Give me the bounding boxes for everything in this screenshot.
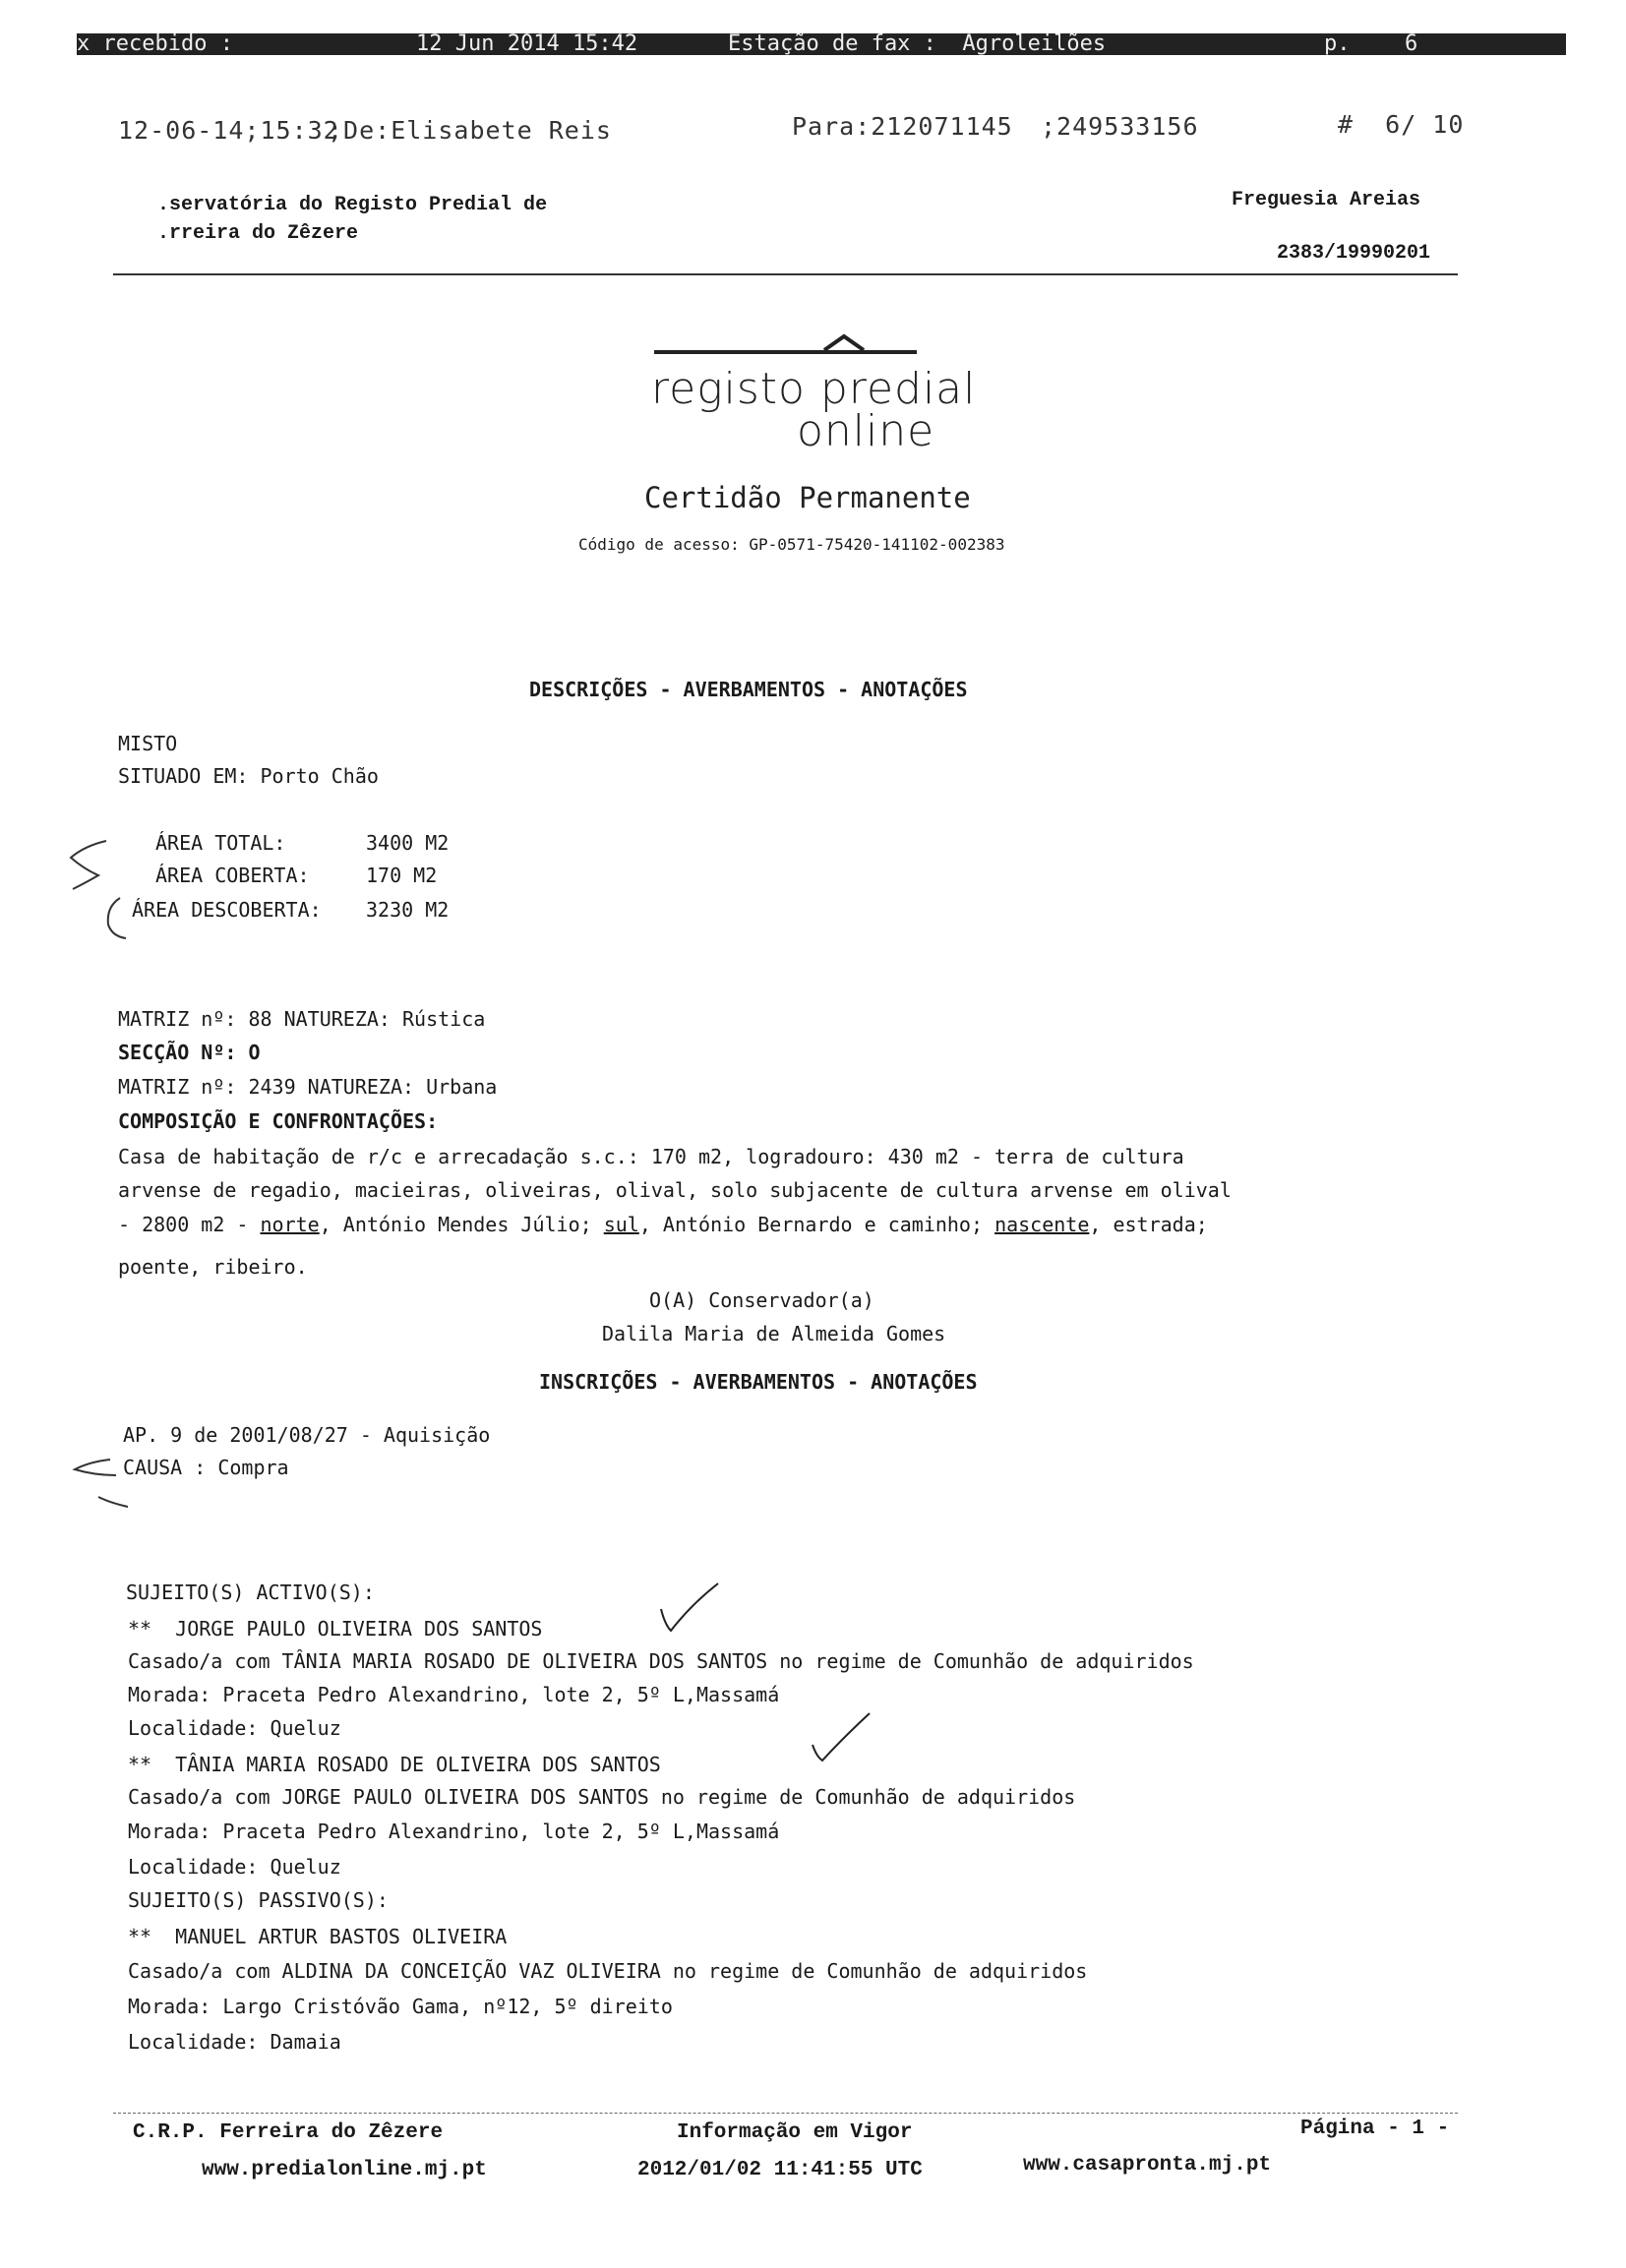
composition-north-owner: , António Mendes Júlio; xyxy=(319,1213,604,1236)
composition-east: , estrada; xyxy=(1089,1213,1208,1236)
composition-line-1: Casa de habitação de r/c e arrecadação s.c.: 170 m2, logradouro: 430 m2 - terra de cultura xyxy=(118,1145,1184,1168)
passive-1-married: Casado/a com ALDINA DA CONCEIÇÃO VAZ OLIVEIRA no regime de Comunhão de adquiridos xyxy=(128,1959,1088,1983)
fax-from: ;De:Elisabete Reis xyxy=(328,116,612,145)
fax-datetime: 12-06-14;15:32 xyxy=(118,116,339,145)
bracket-mark xyxy=(71,841,128,1507)
composition-heading: COMPOSIÇÃO E CONFRONTAÇÕES: xyxy=(118,1109,439,1133)
area-covered-value: 170 M2 xyxy=(366,864,438,887)
composition-line-2: arvense de regadio, macieiras, oliveiras, olival, solo subjacente de cultura arvense em olival xyxy=(118,1178,1232,1202)
footer-site-2: www.casapronta.mj.pt xyxy=(1023,2154,1272,2177)
composition-line-4: poente, ribeiro. xyxy=(118,1255,308,1279)
active-heading: SUJEITO(S) ACTIVO(S): xyxy=(126,1581,375,1604)
fax-page-number: 6 xyxy=(1405,33,1418,55)
logo-line-2: online xyxy=(797,406,935,456)
fax-page-label: p. xyxy=(1324,33,1351,55)
composition-south-owner: , António Bernardo e caminho; xyxy=(638,1213,995,1236)
fax-received-date: 12 Jun 2014 15:42 xyxy=(416,33,638,55)
conservator-title: O(A) Conservador(a) xyxy=(649,1288,874,1312)
active-1-married: Casado/a com TÂNIA MARIA ROSADO DE OLIVEIRA DOS SANTOS no regime de Comunhão de adquiridos xyxy=(128,1649,1194,1673)
office-line-2: .rreira do Zêzere xyxy=(157,222,359,245)
passive-1-locality: Localidade: Damaia xyxy=(128,2030,341,2054)
parish: Freguesia Areias xyxy=(1232,189,1421,211)
inscription-causa: CAUSA : Compra xyxy=(123,1456,289,1479)
property-number: 2383/19990201 xyxy=(1277,242,1431,265)
active-1-locality: Localidade: Queluz xyxy=(128,1716,341,1740)
seccao: SECÇÃO Nº: O xyxy=(118,1041,261,1064)
matriz-1: MATRIZ nº: 88 NATUREZA: Rústica xyxy=(118,1007,486,1031)
composition-area: - 2800 m2 - xyxy=(118,1213,261,1236)
area-total-value: 3400 M2 xyxy=(366,831,450,855)
active-2-married: Casado/a com JORGE PAULO OLIVEIRA DOS SANTOS no regime de Comunhão de adquiridos xyxy=(128,1785,1076,1809)
footer-office: C.R.P. Ferreira do Zêzere xyxy=(133,2121,444,2144)
footer-site-1: www.predialonline.mj.pt xyxy=(202,2159,487,2181)
fax-number: ;249533156 xyxy=(1041,112,1199,141)
composition-norte: norte xyxy=(260,1213,320,1236)
passive-1-name: ** MANUEL ARTUR BASTOS OLIVEIRA xyxy=(128,1925,508,1948)
logo-line-1: registo predial xyxy=(651,364,977,414)
access-code: Código de acesso: GP-0571-75420-141102-002383 xyxy=(578,535,1005,554)
area-uncovered-label: ÁREA DESCOBERTA: xyxy=(132,898,322,922)
footer-page: Página - 1 - xyxy=(1300,2118,1450,2140)
passive-heading: SUJEITO(S) PASSIVO(S): xyxy=(128,1888,389,1912)
check-mark-icon xyxy=(661,1583,870,1761)
descriptions-heading: DESCRIÇÕES - AVERBAMENTOS - ANOTAÇÕES xyxy=(529,678,968,701)
fax-page: # 6/ 10 xyxy=(1338,110,1465,139)
property-location: SITUADO EM: Porto Chão xyxy=(118,764,379,788)
area-total-label: ÁREA TOTAL: xyxy=(155,831,286,855)
area-uncovered-value: 3230 M2 xyxy=(366,898,450,922)
inscription-ap: AP. 9 de 2001/08/27 - Aquisição xyxy=(123,1423,491,1447)
footer-info: Informação em Vigor xyxy=(677,2121,913,2144)
fax-station: Estação de fax : Agroleilões xyxy=(728,33,1107,55)
footer-datetime: 2012/01/02 11:41:55 UTC xyxy=(637,2159,923,2181)
fax-to: Para:212071145 xyxy=(792,112,1013,141)
matriz-2: MATRIZ nº: 2439 NATUREZA: Urbana xyxy=(118,1075,498,1099)
conservator-name: Dalila Maria de Almeida Gomes xyxy=(602,1322,946,1345)
active-1-name: ** JORGE PAULO OLIVEIRA DOS SANTOS xyxy=(128,1617,543,1641)
fax-received-label: x recebido : xyxy=(77,33,233,55)
office-line-1: .servatória do Registo Predial de xyxy=(157,194,548,216)
active-2-locality: Localidade: Queluz xyxy=(128,1855,341,1879)
certificate-title: Certidão Permanente xyxy=(644,481,971,514)
active-2-name: ** TÂNIA MARIA ROSADO DE OLIVEIRA DOS SANTOS xyxy=(128,1753,661,1776)
area-covered-label: ÁREA COBERTA: xyxy=(155,864,310,887)
active-2-address: Morada: Praceta Pedro Alexandrino, lote 2, 5º L,Massamá xyxy=(128,1820,780,1843)
active-1-address: Morada: Praceta Pedro Alexandrino, lote 2, 5º L,Massamá xyxy=(128,1683,780,1706)
composition-sul: sul xyxy=(603,1213,639,1236)
passive-1-address: Morada: Largo Cristóvão Gama, nº12, 5º direito xyxy=(128,1995,673,2018)
property-type: MISTO xyxy=(118,732,178,755)
inscriptions-heading: INSCRIÇÕES - AVERBAMENTOS - ANOTAÇÕES xyxy=(539,1370,978,1394)
composition-nascente: nascente xyxy=(994,1213,1090,1236)
